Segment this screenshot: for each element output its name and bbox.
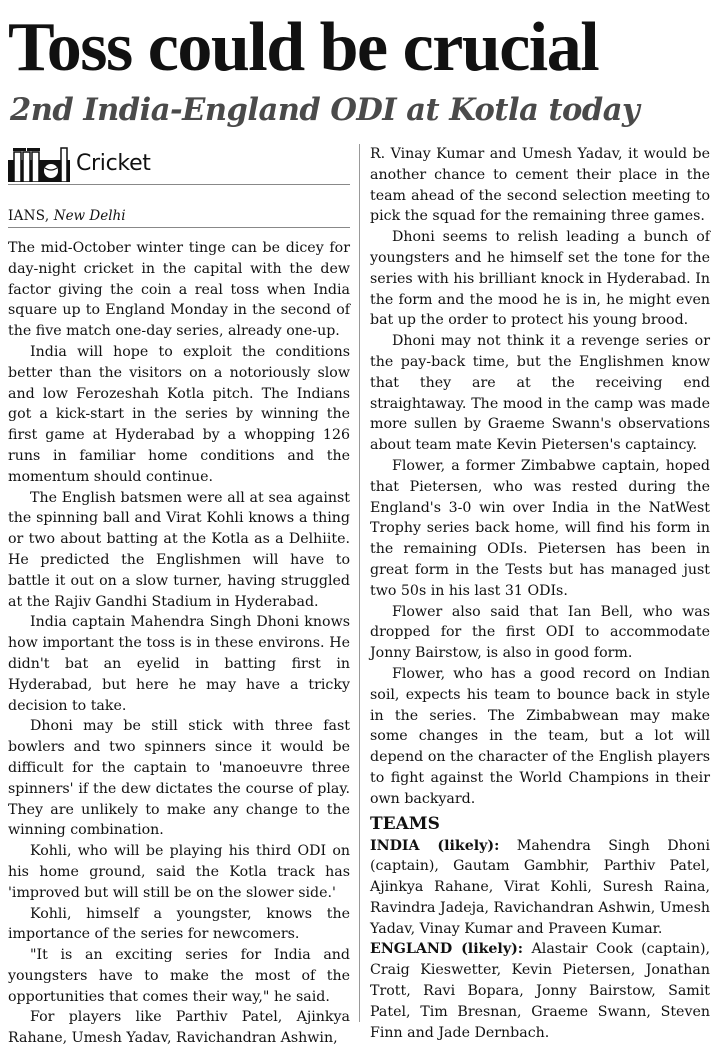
section-tag bbox=[8, 144, 350, 185]
byline-agency: IANS, bbox=[8, 208, 50, 224]
section-label: Cricket bbox=[76, 150, 151, 176]
article-paragraph: Dhoni seems to relish leading a bunch of youngsters and he himself set the tone for the series with his brilliant knock in Hyderabad. In the form and the mood he is in, he might even bat up the order to protect his young brood. bbox=[370, 229, 710, 329]
article-paragraph: Flower, a former Zimbabwe captain, hoped that Pietersen, who was rested during the England's 3-0 win over India in the NatWest Trophy series back home, will find his form in the remaining ODIs. Pietersen has been in great form in the Tests but has managed just two 50s in his last 31 ODIs. bbox=[370, 457, 710, 599]
byline bbox=[8, 205, 350, 228]
article-paragraph: Kohli, himself a youngster, knows the importance of the series for newcomers. bbox=[8, 905, 350, 943]
article-paragraph: India will hope to exploit the conditions better than the visitors on a notoriously slow and low Ferozeshah Kotla pitch. The Indians got a kick-start in the series by winning the first game at Hyderabad by a whopping 126 runs in familiar home conditions and the momentum should continue. bbox=[8, 343, 350, 485]
india-team-label: INDIA (likely): bbox=[370, 837, 500, 854]
england-team-list bbox=[370, 939, 710, 1043]
article-paragraph: "It is an exciting series for India and youngsters have to make the most of the opportunities that comes their way," he said. bbox=[8, 947, 350, 1005]
india-team-list bbox=[370, 836, 710, 940]
column-divider bbox=[359, 144, 360, 1022]
article-paragraph: Kohli, who will be playing his third ODI on his home ground, said the Kotla track has 'improved but will still be on the slower side.' bbox=[8, 843, 350, 901]
article-paragraph: Dhoni may not think it a revenge series or the pay-back time, but the Englishmen know that they are at the receiving end straightaway. The mood in the camp was made more sullen by Graeme Swann's observations about team mate Kevin Pietersen's captaincy. bbox=[370, 333, 710, 454]
article-paragraph: R. Vinay Kumar and Umesh Yadav, it would be another chance to cement their place in the team ahead of the second selection meeting to pick the squad for the remaining three games. bbox=[370, 146, 710, 225]
england-team-label: ENGLAND (likely): bbox=[370, 941, 524, 958]
cricket-stumps-icon bbox=[8, 146, 70, 182]
subheadline: 2nd India-England ODI at Kotla today bbox=[10, 92, 640, 128]
article-paragraph: For players like Parthiv Patel, Ajinkya Rahane, Umesh Yadav, Ravichandran Ashwin, bbox=[8, 1009, 350, 1047]
right-column bbox=[370, 144, 710, 1043]
article-paragraph: The mid-October winter tinge can be dicey for day-night cricket in the capital with the dew factor giving the coin a real toss when India square up to England Monday in the second of the five match one-day series, already one-up. bbox=[8, 240, 350, 340]
teams-heading: TEAMS bbox=[370, 813, 440, 834]
headline: Toss could be crucial bbox=[8, 9, 599, 86]
article-paragraph: The English batsmen were all at sea against the spinning ball and Virat Kohli knows a thing or two about batting at the Kotla as a Delhiite. He predicted the Englishmen will have to battle it out on a slow turner, having struggled at the Rajiv Gandhi Stadium in Hyderabad. bbox=[8, 489, 350, 610]
article-paragraph: Dhoni may be still stick with three fast bowlers and two spinners since it would be difficult for the captain to 'manoeuvre three spinners' if the dew dictates the course of play. They are unlikely to make any change to the winning combination. bbox=[8, 718, 350, 839]
england-team-players: Alastair Cook (captain), Craig Kieswetter, Kevin Pietersen, Jonathan Trott, Ravi Bopara, Jonny Bairstow, Samit Patel, Tim Bresnan, Graeme Swann, Steven Finn and Jade Dernbach. bbox=[370, 941, 710, 1041]
article-paragraph: India captain Mahendra Singh Dhoni knows how important the toss is in these environs. He didn't bat an eyelid in batting first in Hyderabad, but here he may have a tricky decision to take. bbox=[8, 614, 350, 714]
article-paragraph: Flower also said that Ian Bell, who was dropped for the first ODI to accommodate Jonny Bairstow, is also in good form. bbox=[370, 603, 710, 662]
india-team-players: Mahendra Singh Dhoni (captain), Gautam Gambhir, Parthiv Patel, Ajinkya Rahane, Virat Kohli, Suresh Raina, Ravindra Jadeja, Ravichandran Ashwin, Umesh Yadav, Vinay Kumar and Praveen Kumar. bbox=[370, 837, 710, 937]
left-column bbox=[8, 144, 350, 1049]
byline-location: New Delhi bbox=[53, 208, 126, 224]
article-paragraph: Flower, who has a good record on Indian soil, expects his team to bounce back in style in the series. The Zimbabwean may make some changes in the team, but a lot will depend on the character of the English players to fight against the World Champions in their own backyard. bbox=[370, 665, 710, 807]
